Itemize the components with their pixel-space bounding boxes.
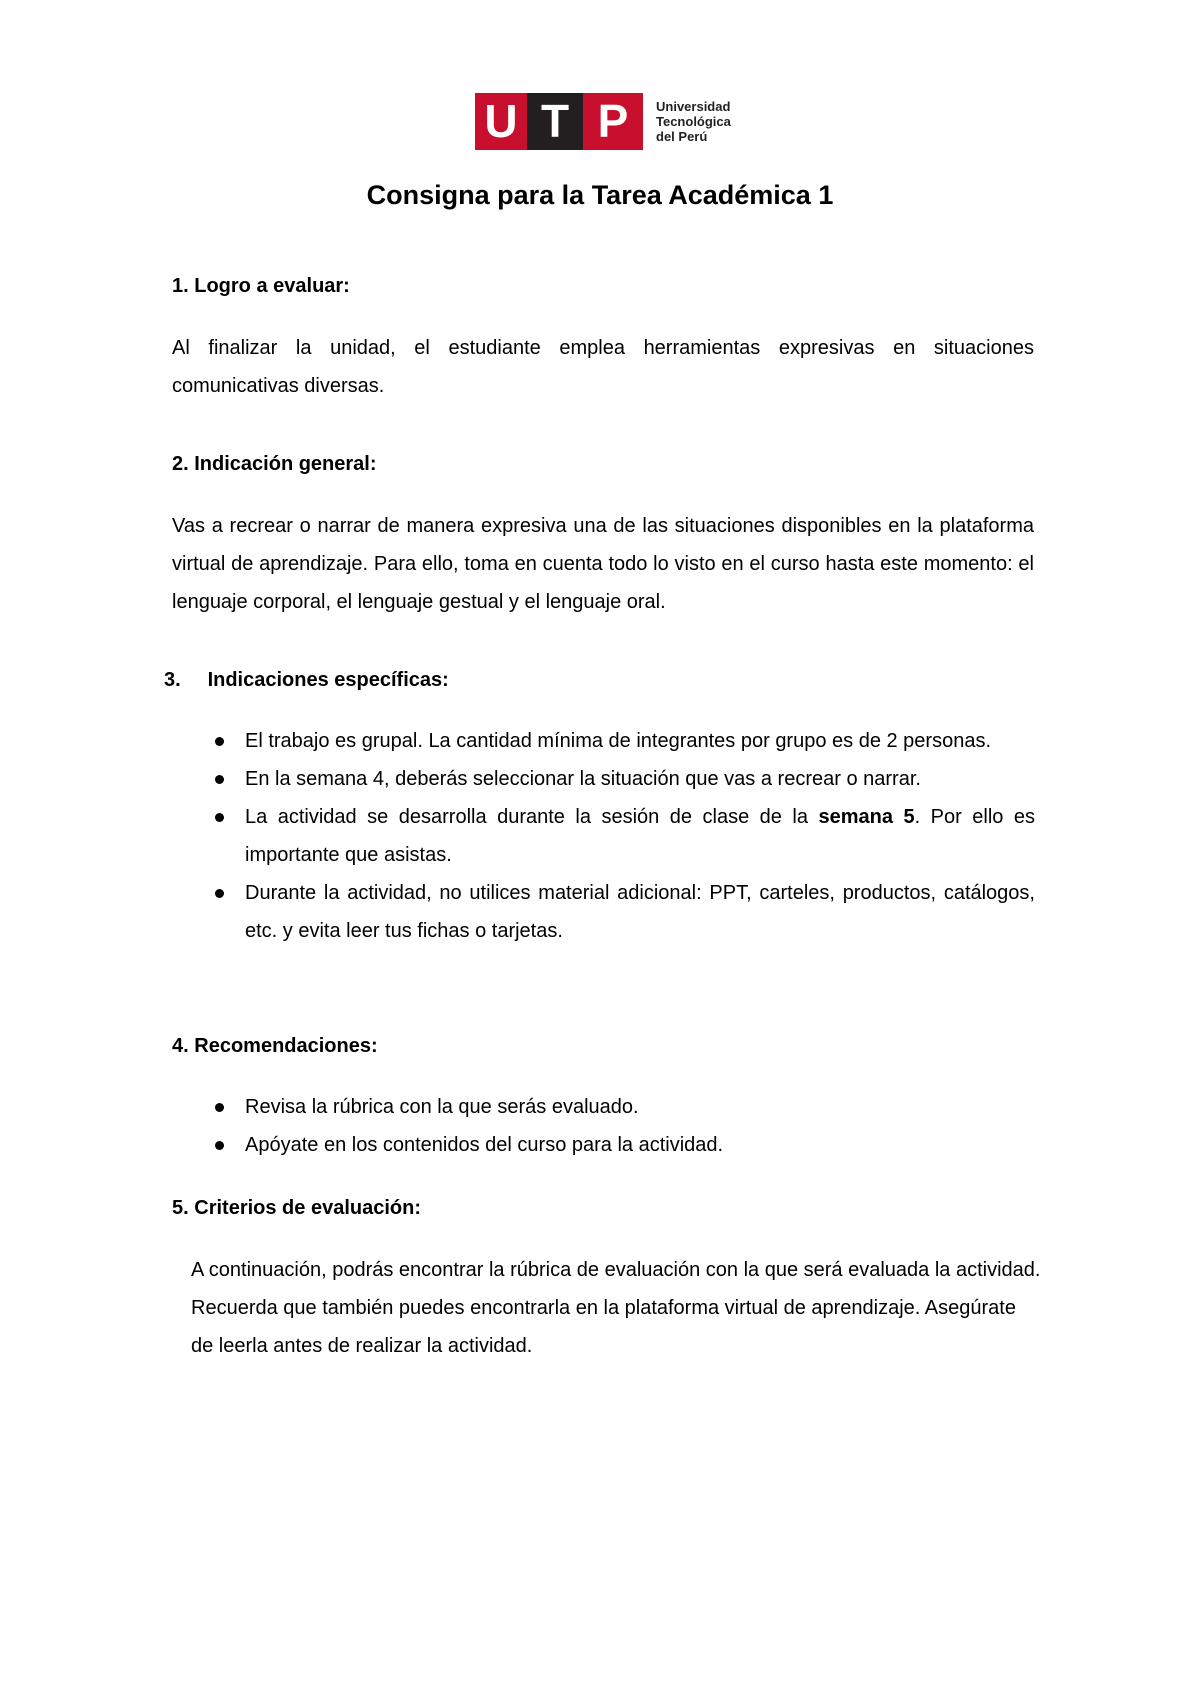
- section-text-criterios: A continuación, podrás encontrar la rúbrica de evaluación con la que será evaluada la actividad. Recuerda que también puedes encontrarla en la plataforma virtual de aprendizaje. Asegúrate de leerla antes de realizar la actividad.: [191, 1259, 1041, 1357]
- list-item-emphasis: semana 5: [818, 806, 915, 828]
- section-number: 2.: [172, 453, 189, 475]
- list-item: [215, 798, 1035, 874]
- section-title: Indicación general:: [194, 453, 377, 475]
- logo-letter-u: U: [475, 93, 527, 150]
- bullet-icon: [215, 1103, 224, 1112]
- section-heading-logro: [172, 271, 350, 301]
- bullet-icon: [215, 813, 224, 822]
- logo-line-3: del Perú: [656, 129, 708, 144]
- logo-line-2: Tecnológica: [656, 114, 731, 129]
- section-title: Indicaciones específicas:: [207, 669, 449, 691]
- list-item: [215, 1088, 1035, 1126]
- utp-logo: [475, 93, 731, 150]
- recomendaciones-list: [215, 1088, 1035, 1164]
- list-item: [215, 722, 1035, 760]
- logo-letter-p: P: [583, 93, 643, 150]
- list-item-text: Revisa la rúbrica con la que serás evaluado.: [245, 1096, 639, 1118]
- bullet-icon: [215, 889, 224, 898]
- section-heading-especificas: [164, 665, 449, 695]
- list-item-text-before: La actividad se desarrolla durante la sesión de clase de la: [245, 806, 819, 828]
- logo-line-1: Universidad: [656, 99, 731, 114]
- document-title: Consigna para la Tarea Académica 1: [366, 180, 834, 210]
- logo-letter-t: T: [527, 93, 583, 150]
- section-title: Recomendaciones:: [194, 1035, 378, 1057]
- list-item: [215, 1126, 1035, 1164]
- list-item: [215, 874, 1035, 950]
- section-text-general: Vas a recrear o narrar de manera expresiva una de las situaciones disponibles en la plataforma virtual de aprendizaje. Para ello, toma en cuenta todo lo visto en el curso hasta este momento: el lenguaje corporal, el lenguaje gestual y el lenguaje oral.: [172, 515, 1034, 613]
- list-item: [215, 760, 1035, 798]
- list-item-text: Durante la actividad, no utilices material adicional: PPT, carteles, productos, catálogos, etc. y evita leer tus fichas o tarjetas.: [245, 882, 1035, 942]
- section-heading-recomendaciones: [172, 1031, 378, 1061]
- list-item-text: El trabajo es grupal. La cantidad mínima de integrantes por grupo es de 2 personas.: [245, 730, 992, 752]
- section-number: 1.: [172, 275, 189, 297]
- section-number: 4.: [172, 1035, 189, 1057]
- section-heading-criterios: [172, 1193, 421, 1223]
- section-text-logro: Al finalizar la unidad, el estudiante emplea herramientas expresivas en situaciones comunicativas diversas.: [172, 337, 1034, 397]
- list-item-text-after: . Por ello es importante que asistas.: [245, 806, 1035, 866]
- especificas-list: [215, 722, 1035, 950]
- section-number: 5.: [172, 1197, 189, 1219]
- section-title: Criterios de evaluación:: [194, 1197, 421, 1219]
- section-heading-general: [172, 449, 377, 479]
- list-item-text: En la semana 4, deberás seleccionar la situación que vas a recrear o narrar.: [245, 768, 921, 790]
- bullet-icon: [215, 1141, 224, 1150]
- section-number: 3.: [164, 669, 181, 691]
- list-item-text: Apóyate en los contenidos del curso para la actividad.: [245, 1134, 724, 1156]
- bullet-icon: [215, 775, 224, 784]
- bullet-icon: [215, 737, 224, 746]
- section-title: Logro a evaluar:: [194, 275, 350, 297]
- logo-wordmark: [656, 93, 731, 150]
